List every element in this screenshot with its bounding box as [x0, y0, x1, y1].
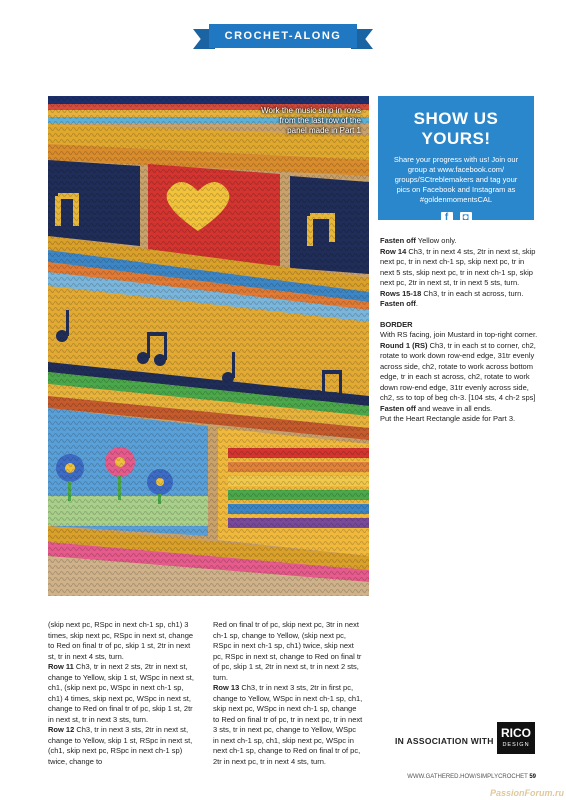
blanket-photo	[48, 96, 369, 596]
watermark: PassionForum.ru	[489, 788, 564, 798]
banner-label: CROCHET-ALONG	[224, 30, 342, 42]
border-heading: BORDER	[380, 319, 413, 329]
show-us-yours-box	[378, 96, 534, 223]
instagram-icon[interactable]: ◘	[460, 212, 472, 224]
footer-url[interactable]: WWW.GATHERED.HOW/SIMPLYCROCHET	[407, 774, 528, 780]
bottom-column-1: (skip next pc, RSpc in next ch-1 sp, ch1) 3 times, skip next pc, RSpc in next st, change to Red on final tr of pc, skip 1 st, 2tr in next st, tr in next 4 sts, turn. Row 11 Ch3, tr in next 2 sts, 2tr in next st, change to Yellow, skip 1 st, WSpc in next st, ch1, (skip next pc, WSpc in next ch-1 sp, ch1) 4 times, skip next pc, WSpc in next st, change to Red on final tr of pc, skip 1 st, 2tr in next st, tr in next 3 sts, turn. Row 12 Ch3, tr in next 3 sts, 2tr in next st, change to Yellow, skip 1 st, RSpc in next st, (ch1, skip next pc, RSpc in next ch-1 sp) twice, change to	[48, 620, 194, 766]
promo-text: Share your progress with us! Join our group at www.facebook.com/ groups/SCtreblemakers and tag your pics on Facebook and Instagram as #goldenmomentsCAL	[393, 155, 519, 204]
photo-caption: Work the music strip in rows from the last row of the panel made in Part 1	[261, 106, 361, 135]
association-label: IN ASSOCIATION WITH	[395, 736, 494, 746]
promo-title: SHOW US YOURS!	[413, 109, 499, 148]
right-column-text: Fasten off Yellow only. Row 14 Ch3, tr in next 4 sts, 2tr in next st, skip next pc, tr in next ch-1 sp, skip next pc, tr in next 5 sts, skip next pc, tr in next ch-1 sp, skip next pc, 2tr in next st, tr in next 5 sts, turn. Rows 15-18 Ch3, tr in each st across, turn. Fasten off. BORDER With RS facing, join Mustard in top-right corner. Round 1 (RS) Ch3, tr in each st to corner, ch2, rotate to work down row-end edge, 31tr evenly across side, ch2, rotate to work across bottom edge, tr in each st across, ch2, rotate to work down row-end edge, 31tr evenly across side, ch2, ss to top of beg ch-3. [104 sts, 4 ch-2 sps] Fasten off and weave in all ends. Put the Heart Rectangle aside for Part 3.	[380, 236, 540, 425]
bottom-column-2: Red on final tr of pc, skip next pc, 3tr in next ch-1 sp, change to Yellow, (skip next pc, RSpc in next ch-1 sp, ch1) twice, skip next pc, RSpc in next st, change to Red on final tr of pc, skip 1 st, 2tr in next st, tr in next 2 sts, turn. Row 13 Ch3, tr in next 3 sts, 2tr in first pc, change to Yellow, WSpc in next ch-1 sp, ch1, skip next pc, WSpc in next ch-1 sp, change to Red on final tr of pc, tr in next pc, tr in next 3 sts, tr in next pc, change to Yellow, WSpc in next ch-1 sp, ch1, skip next pc, WSpc in next ch-1 sp, change to Red on final tr of pc, 2tr in next pc, tr in next 4 sts, turn.	[213, 620, 363, 766]
rico-design-logo: RICO DESIGN	[497, 722, 535, 754]
page-footer	[407, 774, 536, 780]
section-banner	[193, 24, 373, 52]
crochet-blanket-image	[48, 96, 369, 596]
facebook-icon[interactable]: f	[441, 212, 453, 224]
page-number: 59	[529, 774, 536, 780]
